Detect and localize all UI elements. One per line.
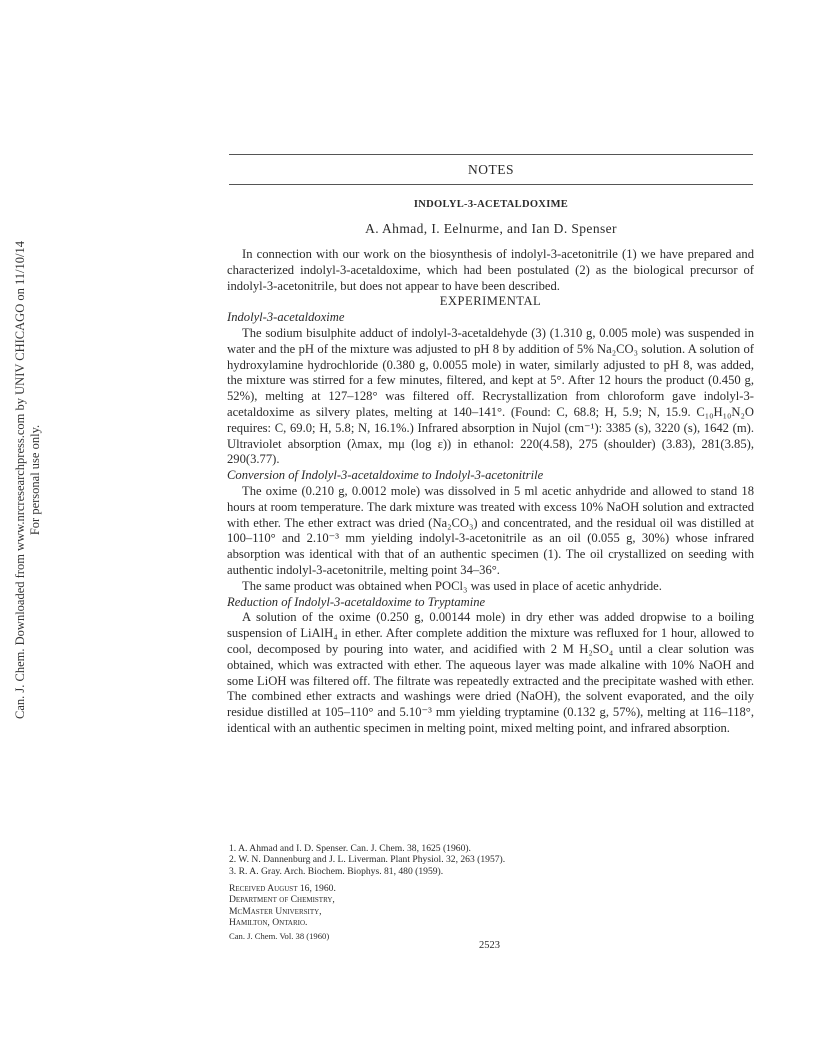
- received-date: Received August 16, 1960.: [229, 883, 336, 894]
- watermark-source-line: Can. J. Chem. Downloaded from www.nrcresearchpress.com by UNIV CHICAGO on 11/10/14: [13, 241, 27, 719]
- section-rule: [229, 184, 753, 185]
- reference-list: [229, 843, 749, 877]
- download-watermark: [4, 241, 52, 719]
- subsection-heading-conversion: Conversion of Indolyl-3-acetaldoxime to Indolyl-3-acetonitrile: [227, 468, 544, 483]
- reduction-paragraph: A solution of the oxime (0.250 g, 0.00144 mole) in dry ether was added dropwise to a boiling suspension of LiAlH₄ in ether. After complete addition the mixture was refluxed for 1 hour, allowed to cool, decomposed by pouring into water, and acidified with 2 M H₂SO₄ until a clear solution was obtained, which was extracted with ether. The aqueous layer was made alkaline with 10% NaOH and some LiOH was filtered off. The filtrate was repeatedly extracted and the precipitate washed with ether. The combined ether extracts and washings were dried (NaOH), the solvent evaporated, and the oily residue distilled at 105–110° and 5.10⁻³ mm yielding tryptamine (0.132 g, 57%), melting at 116–118°, identical with an authentic specimen in melting point, mixed melting point, and infrared absorption.: [227, 610, 754, 735]
- conversion-paragraph: The oxime (0.210 g, 0.0012 mole) was dissolved in 5 ml acetic anhydride and allowed to stand 18 hours at room temperature. The dark mixture was treated with excess 10% NaOH solution and extracted with ether. The ether extract was dried (Na₂CO₃) and concentrated, and the residual oil was distilled at 100–110° and 2.10⁻³ mm yielding indolyl-3-acetonitrile as an oil (0.055 g, 30%) whose infrared absorption was identical with that of an authentic specimen (1). The oil crystallized on seeding with authentic indolyl-3-acetonitrile, melting point 34–36°.: [227, 483, 754, 577]
- university-line: McMaster University,: [229, 905, 322, 917]
- reference-item: 2. W. N. Dannenburg and J. L. Liverman. Plant Physiol. 32, 263 (1957).: [229, 854, 506, 866]
- experimental-heading: EXPERIMENTAL: [439, 294, 542, 309]
- watermark-use-line: For personal use only.: [28, 424, 42, 536]
- received-block: [229, 883, 336, 928]
- conversion-note-paragraph: The same product was obtained when POCl₃ was used in place of acetic anhydride.: [242, 578, 662, 593]
- article-body: [227, 247, 754, 737]
- subsection-heading-reduction: Reduction of Indolyl-3-acetaldoxime to Tryptamine: [227, 594, 486, 609]
- subsection-heading-oxime: Indolyl-3-acetaldoxime: [227, 310, 345, 325]
- article-authors: A. Ahmad, I. Eelnurme, and Ian D. Spenser: [365, 221, 617, 236]
- reference-item: 3. R. A. Gray. Arch. Biochem. Biophys. 81, 480 (1959).: [229, 865, 444, 877]
- city-line: Hamilton, Ontario.: [229, 916, 308, 928]
- reference-item: 1. A. Ahmad and I. D. Spenser. Can. J. Chem. 38, 1625 (1960).: [229, 843, 471, 854]
- page-number: 2523: [479, 940, 500, 951]
- journal-citation: Can. J. Chem. Vol. 38 (1960): [229, 931, 330, 941]
- top-rule: [229, 154, 753, 155]
- oxime-paragraph: The sodium bisulphite adduct of indolyl-3-acetaldehyde (3) (1.310 g, 0.005 mole) was suspended in water and the pH of the mixture was adjusted to pH 8 by addition of 5% Na₂CO₃ solution. A solution of hydroxylamine hydrochloride (0.380 g, 0.0055 mole) in water, similarly adjusted to pH 8, was added, the mixture was stirred for a few minutes, filtered, and kept at 5°. After 12 hours the product (0.450 g, 52%), melting at 127–128° was filtered off. Recrystallization from chloroform gave indolyl-3-acetaldoxime as silvery plates, melting at 140–141°. (Found: C, 68.8; H, 5.9; N, 15.9. C₁₀H₁₀N₂O requires: C, 69.0; H, 5.8; N, 16.1%.) Infrared absorption in Nujol (cm⁻¹): 3385 (s), 3220 (s), 1642 (m). Ultraviolet absorption (λmax, mμ (log ε)) in ethanol: 220(4.58), 275 (shoulder) (3.83), 281(3.85), 290(3.77).: [227, 325, 754, 467]
- department-line: Department of Chemistry,: [229, 894, 335, 906]
- section-label: NOTES: [468, 162, 514, 177]
- intro-paragraph: In connection with our work on the biosynthesis of indolyl-3-acetonitrile (1) we have prepared and characterized indolyl-3-acetaldoxime, which had been postulated (2) as the biological precursor of indolyl-3-acetonitrile, but does not appear to have been described.: [227, 247, 754, 293]
- article-title: INDOLYL-3-ACETALDOXIME: [413, 199, 569, 210]
